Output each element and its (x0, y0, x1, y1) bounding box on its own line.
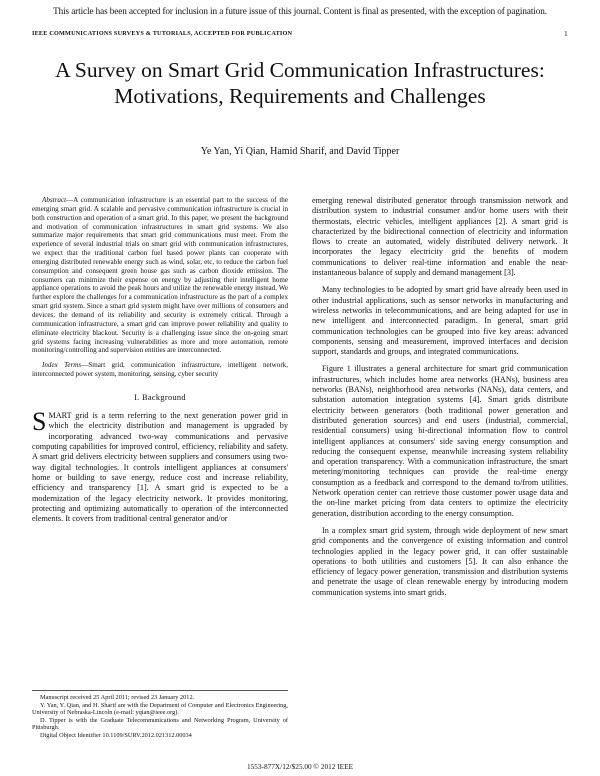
page-number: 1 (564, 29, 568, 38)
running-head (32, 30, 568, 37)
abstract-text: —A communication infrastructure is an essential part to the success of the emerging smart grid. A scalable and pervasive communication infrastructure is crucial in both construction and operation of a smart grid. In this paper, we present the background and motivation of communication infrastructures in smart grid systems. We also summarize major requirements that smart grid communications must meet. From the experience of several industrial trials on smart grid with communication infrastructures, we expect that the traditional carbon fuel based power plants can cooperate with emerging distributed renewable energy such as wind, solar, etc, to reduce the carbon fuel consumption and consequent green house gas such as carbon dioxide emission. The consumers can minimize their expense on energy by adjusting their intelligent home appliance operations to avoid the peak hours and utilize the renewable energy instead. We further explore the challenges for a communication infrastructure as the part of a complex smart grid system. Since a smart grid system might have over millions of consumers and devices, the demand of its reliability and security is extremely critical. Through a communication infrastructure, a smart grid can improve power reliability and quality to eliminate electricity blackout. Security is a challenging issue since the on-going smart grid systems facing increasing vulnerabilities as more and more automation, remote monitoring/controlling and supervision entities are interconnected. (32, 196, 288, 355)
journal-name: IEEE COMMUNICATIONS SURVEYS & TUTORIALS, ACCEPTED FOR PUBLICATION (32, 30, 293, 37)
section-heading: I. Background (134, 392, 186, 402)
intro-paragraph (32, 407, 288, 524)
index-terms (32, 361, 288, 379)
footnote-received: Manuscript received 25 April 2011; revised 23 January 2012. (40, 694, 195, 701)
footnote-affiliation-2: D. Tipper is with the Graduate Telecommunications and Networking Program, University of Pittsburgh. (32, 716, 288, 732)
body-paragraph: In a complex smart grid system, through wide deployment of new smart grid components and the convergence of existing information and control technologies applied in the legacy power grid, it can offer sustainable operations to both utilities and customers [5]. It can also enhance the efficiency of legacy power generation, transmission and distribution systems and penetrate the usage of clean renewable energy by introducing modern communication systems into smart grids. (312, 525, 568, 597)
index-terms-text: —Smart grid, communication infrastructure, intelligent network, interconnected power system, monitoring, sensing, cyber security (32, 361, 288, 379)
copyright-footer: 1553-877X/12/$25.00 © 2012 IEEE (246, 762, 354, 771)
body-paragraph: Figure 1 illustrates a general architecture for smart grid communication infrastructures, which includes home area networks (HANs), business area networks (BANs), neighborhood area networks (NANs), data centers, and substation automation integration systems [4]. Smart grids distribute electricity between generators (both traditional power generation and distributed generation sources) and end users (industrial, commercial, residential consumers) using bi-directional information flow to control intelligent appliances at consumers' side saving energy consumption and reducing the consequent expense, meanwhile increasing system reliability and operation transparency. With a communication infrastructure, the smart metering/monitoring techniques can provide the real-time energy consumption as a feedback and correspond to the demand to/from utilities. Network operation center can retrieve those customer power usage data and the on-line market pricing from data centers to optimize the electricity generation, distribution according to the energy consumption. (312, 364, 568, 518)
footnote-affiliation-1: Y. Yan, Y. Qian, and H. Sharif are with the Department of Computer and Electronics Engineering, University of Nebraska-Lincoln (e-mail: yqian@ieee.org). (32, 701, 288, 717)
index-terms-label: Index Terms (42, 361, 82, 370)
abstract (32, 196, 288, 355)
abstract-label: Abstract (42, 196, 67, 204)
left-column (32, 196, 288, 524)
paper-title: A Survey on Smart Grid Communication Infrastructures: Motivations, Requirements and Challenges (55, 58, 545, 108)
drop-cap: S (32, 407, 47, 437)
body-paragraph: Many technologies to be adopted by smart grid have already been used in other industrial applications, such as sensor networks in manufacturing and wireless networks in telecommunications, and are being adapted for use in new intelligent and interconnected paradigm. In general, smart grid communication technologies can be grouped into five key areas: advanced components, sensing and measurement, improved interfaces and decision support, standards and groups, and integrated communications. (312, 285, 568, 357)
body-paragraph: emerging renewal distributed generator through transmission network and distribution system to industrial consumer and/or home users with their thermostats, electric vehicles, intelligent appliances [2]. A smart grid is characterized by the bidirectional connection of electricity and information flows to create an automated, widely distributed delivery network. It incorporates the legacy electricity grid the benefits of modern communications to deliver real-time information and enable the near-instantaneous balance of supply and demand management [3]. (312, 196, 568, 278)
footnote-doi: Digital Object Identifier 10.1109/SURV.2012.021312.00034 (40, 731, 192, 739)
author-list: Ye Yan, Yi Qian, Hamid Sharif, and David Tipper (200, 146, 400, 157)
footnotes (32, 690, 288, 740)
right-column (312, 196, 568, 598)
acceptance-notice: This article has been accepted for inclusion in a future issue of this journal. Content is final as presented, with the exception of pagination. (53, 6, 547, 16)
intro-text: MART grid is a term referring to the next generation power grid in which the electricity distribution and management is upgraded by incorporating advanced two-way communications and pervasive computing capabilities for improved control, efficiency, reliability and safety. A smart grid delivers electricity between suppliers and consumers using two-way digital technologies. It controls intelligent appliances at consumers' home or building to save energy, reduce cost and increase reliability, efficiency and transparency [1]. A smart grid is expected to be a modernization of the legacy electricity network. It provides monitoring, protecting and optimizing automatically to operation of the interconnected elements. It covers from traditional central generator and/or (32, 411, 288, 524)
